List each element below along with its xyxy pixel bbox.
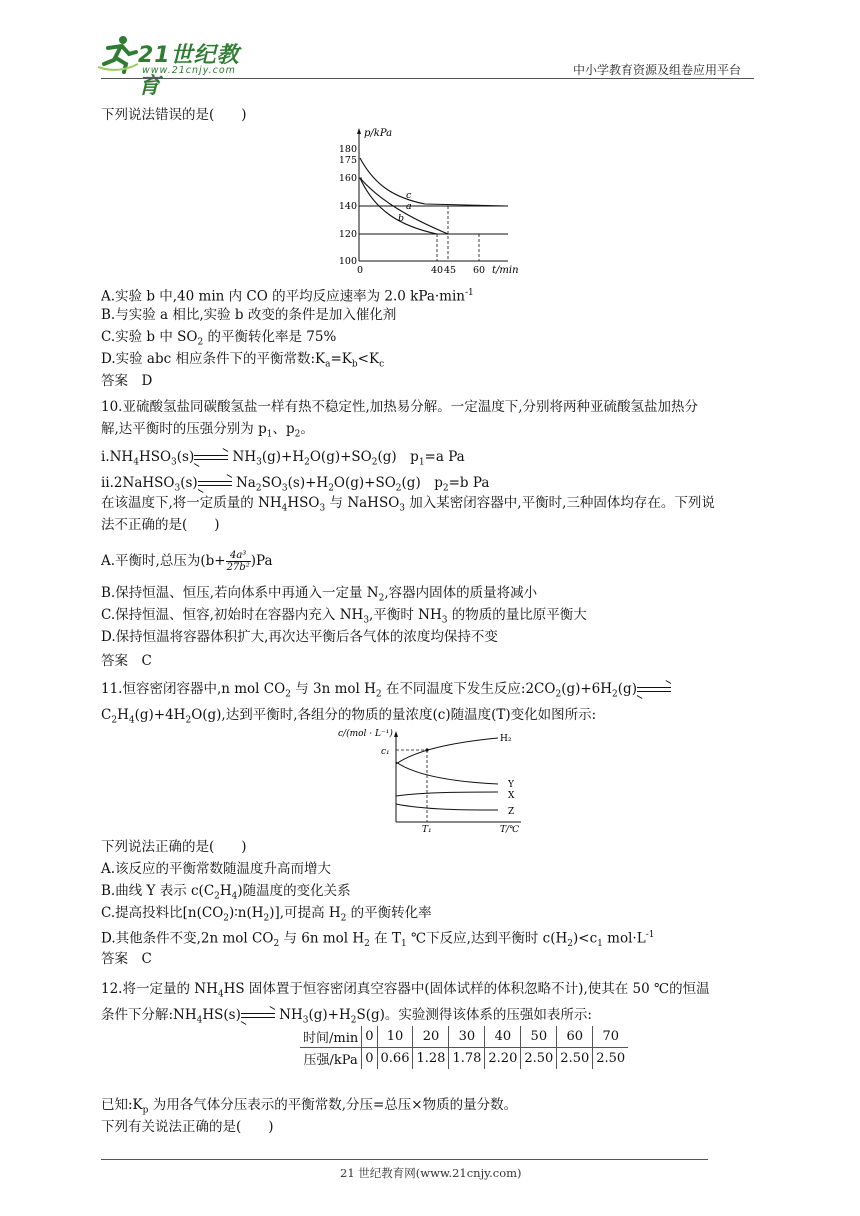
- q9-option-a: A.实验 b 中,40 min 内 CO 的平均反应速率为 2.0 $kPa\cdot\min^{-1}$: [101, 288, 474, 305]
- equilibrium-arrow-icon: [194, 453, 228, 463]
- equilibrium-arrow-icon: [637, 685, 671, 695]
- ytick: 180: [338, 144, 357, 155]
- curve-h2: [396, 738, 498, 764]
- footer-text: 21 世纪教育网(www.21cnjy.com): [340, 1166, 522, 1180]
- xtick: 60: [472, 265, 486, 276]
- concentration-temperature-chart: [336, 726, 536, 838]
- label-z: Z: [508, 807, 515, 817]
- ytick: 175: [338, 155, 357, 166]
- q10-line2: 解,达平衡时的压强分别为 $p_1$、$p_2$。: [101, 421, 314, 440]
- q10-option-d: D.保持恒温将容器体积扩大,再次达平衡后各气体的浓度均保持不变: [101, 629, 498, 645]
- q12-line2: 条件下分解$:NH_4HS(s)$ $NH_3(g)+H_2S(g)$。实验测得该体系的压强如表所示:: [101, 1007, 592, 1026]
- ytick: 140: [338, 201, 357, 212]
- q10-line6: 法不正确的是( ): [101, 517, 220, 533]
- q11-line1: 11.恒容密闭容器中,n mol $CO_2$ 与 3n mol $H_2$ 在不同温度下发生反应$:2CO_2(g)+6H_2(g)$: [101, 680, 671, 704]
- q10-answer: 答案 C: [101, 653, 152, 669]
- site-logo: [96, 34, 256, 99]
- equilibrium-arrow-icon: [241, 1011, 275, 1021]
- q11-option-b: B.曲线 Y 表示 $c(C_2H_4)$随温度的变化关系: [101, 883, 351, 902]
- logo-text: 21世纪教育: [138, 43, 240, 99]
- header-rule: [101, 78, 754, 79]
- q11-option-a: A.该反应的平衡常数随温度升高而增大: [101, 861, 332, 877]
- q10-line1: 10.亚硫酸氢盐同碳酸氢盐一样有热不稳定性,加热易分解。一定温度下,分别将两种亚硫酸氢盐加热分: [101, 399, 699, 415]
- t1-mark: T₁: [422, 825, 432, 835]
- q11-prompt: 下列说法正确的是( ): [101, 839, 247, 855]
- chart2-ylabel: c/(mol · L⁻¹): [338, 729, 393, 739]
- q12-line3: 已知$:K_p$ 为用各气体分压表示的平衡常数,分压=总压×物质的量分数。: [101, 1097, 518, 1116]
- q12-line1: 12.将一定量的 $NH_4HS$ 固体置于恒容密闭真空容器中(固体试样的体积忽略不计),使其在 50 ℃的恒温: [101, 981, 710, 1000]
- q11-option-d: D.其他条件不变,2n mol $CO_2$ 与 6n mol $H_2$ 在 $T_1$ ℃下反应,达到平衡时 $c(H_2)<c_1$ $mol\cdot L^{-1}$: [101, 930, 655, 950]
- table-row: 压强/kPa 0 0.66 1.28 1.78 2.20 2.50 2.50 2.50: [300, 1048, 628, 1070]
- chart2-xlabel: T/℃: [500, 825, 520, 835]
- runner-logo-icon: [96, 34, 140, 74]
- platform-name: 中小学教育资源及组卷应用平台: [573, 63, 742, 77]
- chart1-xlabel: t/min: [492, 265, 519, 276]
- ytick: 100: [338, 256, 357, 267]
- q9-option-c: C.实验 b 中 $SO_2$ 的平衡转化率是 75%: [101, 329, 337, 348]
- q11-line2: $C_2H_4(g)+4H_2O(g)$,达到平衡时,各组分的物质的量浓度(c)随温度(T)变化如图所示:: [101, 707, 597, 726]
- q10-option-b: B.保持恒温、恒压,若向体系中再通入一定量 $N_2$,容器内固体的质量将减小: [101, 585, 538, 604]
- curve-x: [396, 792, 498, 796]
- label-x: X: [508, 791, 515, 801]
- q11-answer: 答案 C: [101, 951, 152, 967]
- pressure-table: [300, 1026, 628, 1069]
- fraction: $\frac{\text{4a³}}{\text{27b²}}$: [226, 550, 250, 573]
- xtick: 40: [430, 265, 444, 276]
- xtick: 0: [356, 265, 364, 276]
- q9-option-b: B.与实验 a 相比,实验 b 改变的条件是加入催化剂: [101, 307, 397, 323]
- ytick: 120: [338, 229, 357, 240]
- label-h2: H₂: [500, 734, 512, 744]
- q10-reaction-1: $ⅰ.NH_4HSO_3(s)$ $NH_3(g)+H_2O(g)+SO_2(g)$ $p_1=a$ Pa: [101, 449, 465, 468]
- q11-option-c: C.提高投料比$[n(CO_2)∶n(H_2)]$,可提高 $H_2$ 的平衡转化率: [101, 905, 432, 924]
- q9-option-d: D.实验 abc 相应条件下的平衡常数$:K_a=K_b<K_c$: [101, 351, 385, 370]
- label-b: b: [398, 213, 405, 224]
- label-y: Y: [508, 780, 514, 790]
- q10-line5: 在该温度下,将一定质量的 $NH_4HSO_3$ 与 NaHSO$_3$ 加入某密闭容器中,平衡时,三种固体均存在。下列说: [101, 495, 715, 514]
- curve-y: [396, 762, 498, 784]
- footer-rule: [101, 1159, 708, 1160]
- equilibrium-arrow-icon: [198, 479, 232, 489]
- label-c: c: [406, 190, 412, 201]
- q10-reaction-2: ⅱ.2NaHSO$_3$(s) $Na_2SO_3(s)+H_2O(g)+SO_2(g)$ $p_2=b$ Pa: [101, 475, 490, 494]
- c1-mark: c₁: [381, 747, 390, 757]
- pressure-time-chart: [330, 126, 530, 276]
- curve-z: [396, 804, 498, 810]
- q9-prompt: 下列说法错误的是( ): [101, 107, 247, 123]
- chart1-ylabel: p/kPa: [364, 128, 393, 139]
- label-a: a: [406, 201, 412, 212]
- q9-answer: 答案 D: [101, 373, 153, 389]
- logo-url: www.21cnjy.com: [142, 65, 236, 76]
- q10-option-c: C.保持恒温、恒容,初始时在容器内充入 $NH_3$,平衡时 $NH_3$ 的物质的量比原平衡大: [101, 607, 587, 626]
- ytick: 160: [338, 173, 357, 184]
- xtick: 45: [443, 265, 457, 276]
- q10-option-a: A.平衡时,总压为(b+ $\frac{\text{4a³}}{\text{27b²}}$ )Pa: [101, 550, 273, 573]
- table-row: 时间/min 0 10 20 30 40 50 60 70: [300, 1026, 628, 1048]
- q12-line4: 下列有关说法正确的是( ): [101, 1119, 274, 1135]
